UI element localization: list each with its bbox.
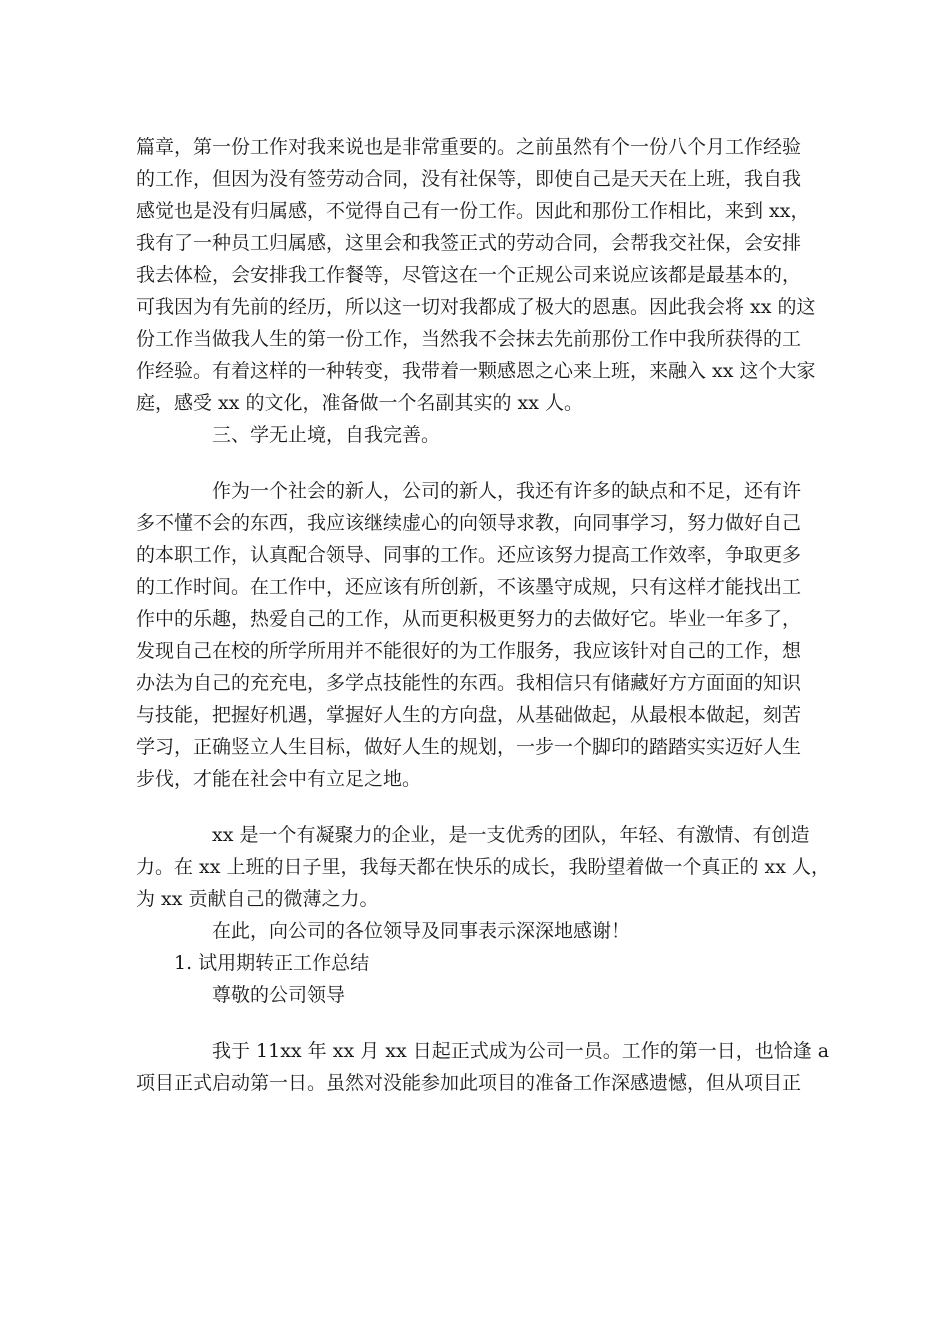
document-body — [136, 131, 831, 1099]
paragraph-thanks: 在此，向公司的各位领导及同事表示深深地感谢！ — [212, 920, 631, 942]
text-line: 的工作，但因为没有签劳动合同，没有社保等，即使自己是天天在上班，我自我 — [136, 168, 802, 190]
section-heading-three: 三、学无止境，自我完善。 — [212, 424, 441, 446]
text-line: 与技能，把握好机遇，掌握好人生的方向盘，从基础做起，从最根本做起，刻苦 — [136, 704, 802, 726]
text-line: 感觉也是没有归属感，不觉得自己有一份工作。因此和那份工作相比，来到 xx， — [136, 200, 810, 222]
text-line: 多不懂不会的东西，我应该继续虚心的向领导求教，向同事学习，努力做好自己 — [136, 512, 802, 534]
text-line: 的本职工作，认真配合领导、同事的工作。还应该努力提高工作效率，争取更多 — [136, 544, 802, 566]
text-line: 我有了一种员工归属感，这里会和我签正式的劳动合同，会帮我交社保，会安排 — [136, 232, 802, 254]
text-line: 项目正式启动第一日。虽然对没能参加此项目的准备工作深感遗憾，但从项目正 — [136, 1072, 802, 1094]
paragraph-company-team — [136, 819, 831, 915]
paragraph-joining-date — [136, 1035, 830, 1099]
text-line: 为 xx 贡献自己的微薄之力。 — [136, 888, 379, 910]
salutation: 尊敬的公司领导 — [212, 984, 346, 1006]
text-line: 办法为自己的充充电，多学点技能性的东西。我相信只有储藏好方方面面的知识 — [136, 672, 802, 694]
text-line: 步伐，才能在社会中有立足之地。 — [136, 768, 422, 790]
text-line: xx 是一个有凝聚力的企业，是一支优秀的团队，年轻、有激情、有创造 — [212, 824, 810, 846]
text-line: 庭，感受 xx 的文化，准备做一个名副其实的 xx 人。 — [136, 392, 584, 414]
text-line: 作经验。有着这样的一种转变，我带着一颗感恩之心来上班，来融入 xx 这个大家 — [136, 360, 816, 382]
paragraph-gratitude-company — [136, 131, 816, 419]
text-line: 作中的乐趣，热爱自己的工作，从而更积极更努力的去做好它。毕业一年多了， — [136, 608, 802, 630]
text-line: 力。在 xx 上班的日子里，我每天都在快乐的成长，我盼望着做一个真正的 xx 人， — [136, 856, 831, 878]
text-line: 我去体检，会安排我工作餐等，尽管这在一个正规公司来说应该都是最基本的， — [136, 264, 802, 286]
text-line: 作为一个社会的新人，公司的新人，我还有许多的缺点和不足，还有许 — [212, 480, 802, 502]
text-line: 我于 11xx 年 xx 月 xx 日起正式成为公司一员。工作的第一日，也恰逢 a — [212, 1040, 830, 1062]
text-line: 学习，正确竖立人生目标，做好人生的规划，一步一个脚印的踏踏实实迈好人生 — [136, 736, 802, 758]
text-line: 可我因为有先前的经历，所以这一切对我都成了极大的恩惠。因此我会将 xx 的这 — [136, 296, 816, 318]
list-heading-probation-summary: 1. 试用期转正工作总结 — [174, 952, 370, 974]
text-line: 的工作时间。在工作中，还应该有所创新，不该墨守成规，只有这样才能找出工 — [136, 576, 802, 598]
text-line: 份工作当做我人生的第一份工作，当然我不会抹去先前那份工作中我所获得的工 — [136, 328, 802, 350]
text-line: 发现自己在校的所学所用并不能很好的为工作服务，我应该针对自己的工作，想 — [136, 640, 802, 662]
text-line: 篇章，第一份工作对我来说也是非常重要的。之前虽然有个一份八个月工作经验 — [136, 136, 802, 158]
paragraph-self-improvement — [136, 475, 816, 795]
